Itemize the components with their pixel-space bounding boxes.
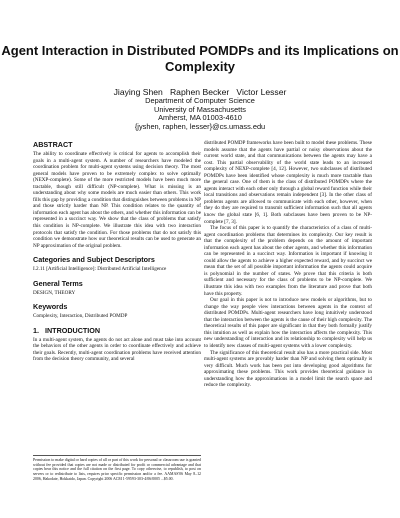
author-emails: {jyshen, raphen, lesser}@cs.umass.edu <box>134 121 266 131</box>
categories-heading: Categories and Subject Descriptors <box>33 255 155 265</box>
abstract-heading: ABSTRACT <box>33 140 73 149</box>
body-paragraph: The focus of this paper is to quantify the characteristics of a class of multi-agent coordination problems that determines its complexity. Our key result is that the complexity of the problem depends on the amount of important information each agent has about the other agents, and whether this information can be represented in a succinct way. Information is important if knowing it could allow the agents to achieve a higher expected reward, and by succinct we mean that the set of all possible important information the agents could acquire is polynomial in the number of states. We prove that this criteria is both sufficient and necessary for the class of problems to be NP-complete. We illustrate this idea with two examples from the literature and prove that both have this property. <box>204 225 372 297</box>
introduction-heading: 1. INTRODUCTION <box>33 325 101 335</box>
copyright-footnote: Permission to make digital or hard copies of all or part of this work for personal or classroom use is granted without fee provided that copies are not made or distributed for profit or commercial advantage and that copies bear this notice and the full citation on the first page. To copy otherwise, to republish, to post on servers or to redistribute to lists, requires prior specific permission and/or a fee. AAMAS'06 May 8–12 2006, Hakodate, Hokkaido, Japan. Copyright 2006 ACM 1-59593-303-4/06/0005 ...$5.00. <box>33 455 201 482</box>
body-paragraph: The significance of this theoretical result also has a more practical side. Most multi-agent systems are provably harder than NP and solving them optimally is very difficult. Much work has been put into developing good algorithms for approximating these problems. This work provides theoretical guidance in understanding how the approximations in a model limit the search space and reduce the complexity. <box>204 349 372 389</box>
body-paragraph: Our goal in this paper is not to introduce new models or algorithms, but to change the way people view interactions between agents in the context of distributed POMDPs. Multi-agent researchers have long intuitively understood that the interaction between the agents is the cause of their high complexity. The theoretical results of this paper are significant in that they both formally justify this intuition as well as explain how the interaction affects the complexity. This new understanding of interaction and its relationship to complexity will help us to identify new classes of multi-agent systems with a lower complexity. <box>204 297 372 349</box>
categories-text: I.2.11 [Artificial Intelligence]: Distributed Artificial Intelligence <box>33 266 167 273</box>
right-column <box>204 140 372 389</box>
keywords-text: Complexity, Interaction, Distributed POMDP <box>33 313 128 320</box>
keywords-heading: Keywords <box>33 302 68 312</box>
author-location: Amherst, MA 01003-4610 <box>158 113 242 123</box>
terms-text: DESIGN, THEORY <box>33 289 76 296</box>
body-paragraph: distributed POMDP frameworks have been built to model these problems. These models assume that the agents have partial or noisy observations about the current world state, and that communications between the agents may have a cost. This partial observability of the world state leads to an increased complexity of NEXP-complete [4, 12]. However, two subclasses of distributed POMDPs have been identified whose complexity is much more tractable than the general case. One of them is the class of distributed POMDPs where the agents interact with each other only through a global reward function while their local transitions and observations remain independent [3]. In the other class of problems agents are allowed to communicate with each other, however, when they do they are required to transmit sufficient information such that all agents know the global state [6, 1]. Both subclasses have been proven to be NP-complete [7, 3]. <box>204 140 372 225</box>
left-column <box>33 140 201 363</box>
terms-heading: General Terms <box>33 278 83 288</box>
author-department: Department of Computer Science <box>145 96 255 106</box>
introduction-text: In a multi-agent system, the agents do not act alone and must take into account the behaviors of the other agents in order to coordinate effectively and achieve their goals. Recently, multi-agent coordination problems have received attention from the decision theory community, and several <box>33 336 201 363</box>
author-names: Jiaying Shen Raphen Becker Victor Lesser <box>113 87 287 97</box>
abstract-text: The ability to coordinate effectively is critical for agents to accomplish their goals in a multi-agent system. A number of researchers have modeled the coordination problem for multi-agent systems using decision theory. The most general models have proven to be extremely complex to solve optimally (NEXP-complete). Some of the more restricted models have been much more tractable, though still difficult (NP-complete). What is missing is an understanding about why some models are much easier than others. This work fills this gap by providing a condition that distinguishes between problems in NP and those strictly harder than NP. This condition relates to the quantity of information each agent has about the others, and whether this information can be represented in a succinct way. We show that the class of problems that satisfy this condition is NP-complete. We illustrate this idea with two interaction protocols that satisfy the condition. For those problems that do not satisfy this condition we demonstrate how our theoretical results can be used to generate an NP approximation of the original problem. <box>33 151 202 249</box>
author-university: University of Massachusetts <box>153 104 246 114</box>
paper-title: Agent Interaction in Distributed POMDPs and its Implications on Complexity <box>1 43 399 74</box>
author-block <box>0 88 400 131</box>
